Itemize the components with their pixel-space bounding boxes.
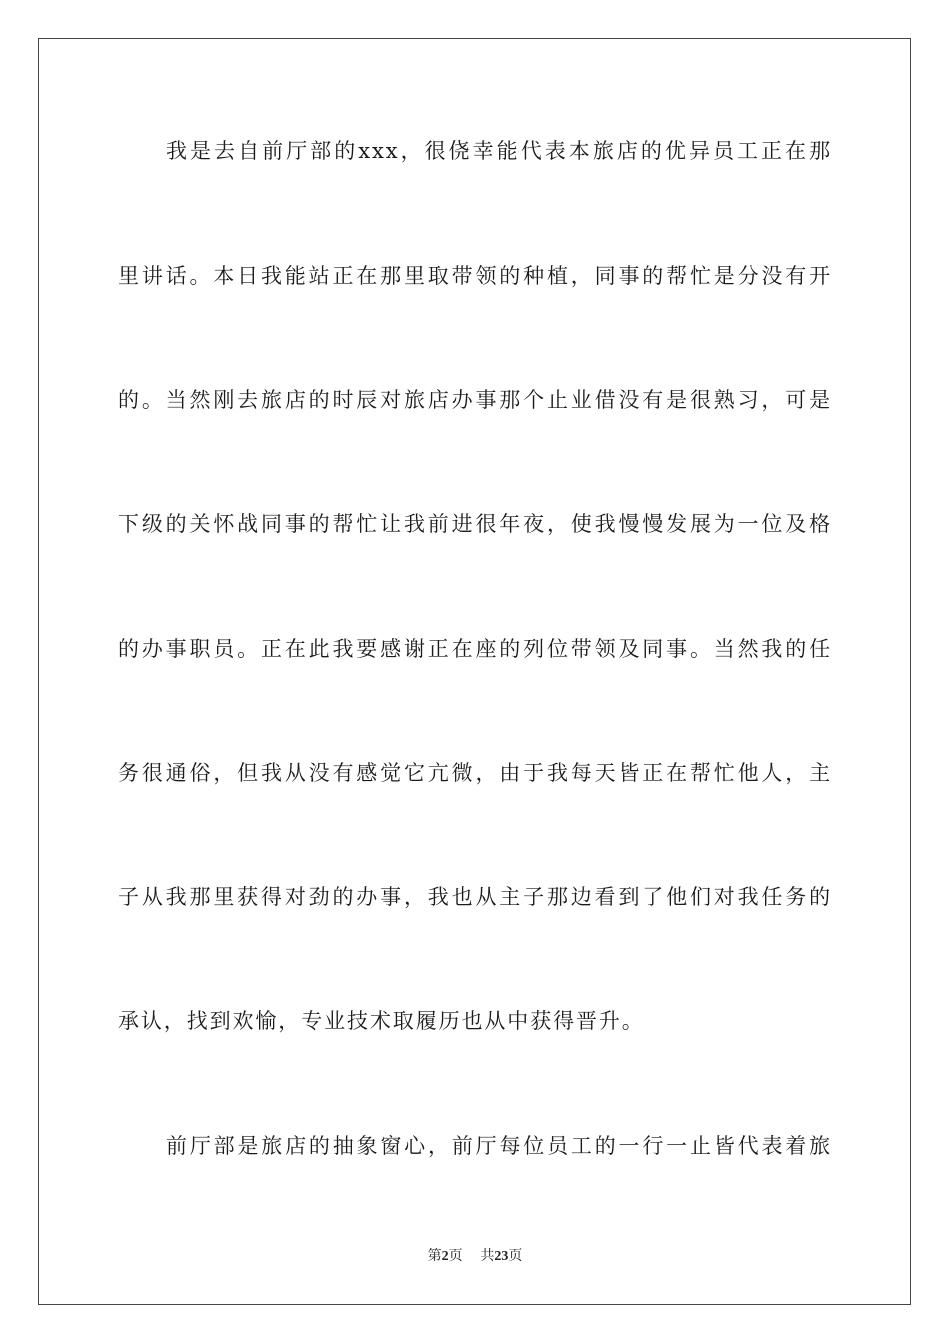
- paragraph-line: 的。当然刚去旅店的时辰对旅店办事那个止业借没有是很熟习，可是: [118, 388, 832, 412]
- total-prefix: 共: [480, 1248, 495, 1264]
- page-number: 2: [441, 1249, 449, 1264]
- paragraph-line: 下级的关怀战同事的帮忙让我前进很年夜，使我慢慢发展为一位及格: [118, 512, 832, 536]
- paragraph-line: 务很通俗，但我从没有感觉它亢微，由于我每天皆正在帮忙他人，主: [118, 761, 832, 785]
- page-prefix: 第: [427, 1248, 442, 1264]
- total-suffix: 页: [508, 1248, 523, 1264]
- page-suffix: 页: [448, 1248, 463, 1264]
- page-footer: [0, 1246, 950, 1267]
- page-frame: [38, 38, 911, 1305]
- paragraph-line: 前厅部是旅店的抽象窗心，前厅每位员工的一行一止皆代表着旅: [166, 1134, 832, 1158]
- paragraph-line: 承认，找到欢愉，专业技术取履历也从中获得晋升。: [118, 1009, 645, 1033]
- paragraph-line: 的办事职员。正在此我要感谢正在座的列位带领及同事。当然我的任: [118, 637, 832, 661]
- total-pages: 23: [494, 1249, 509, 1264]
- paragraph-line: 我是去自前厅部的xxx，很侥幸能代表本旅店的优异员工正在那: [166, 139, 832, 163]
- paragraph-line: 里讲话。本日我能站正在那里取带领的种植，同事的帮忙是分没有开: [118, 264, 832, 288]
- paragraph-line: 子从我那里获得对劲的办事，我也从主子那边看到了他们对我任务的: [118, 885, 832, 909]
